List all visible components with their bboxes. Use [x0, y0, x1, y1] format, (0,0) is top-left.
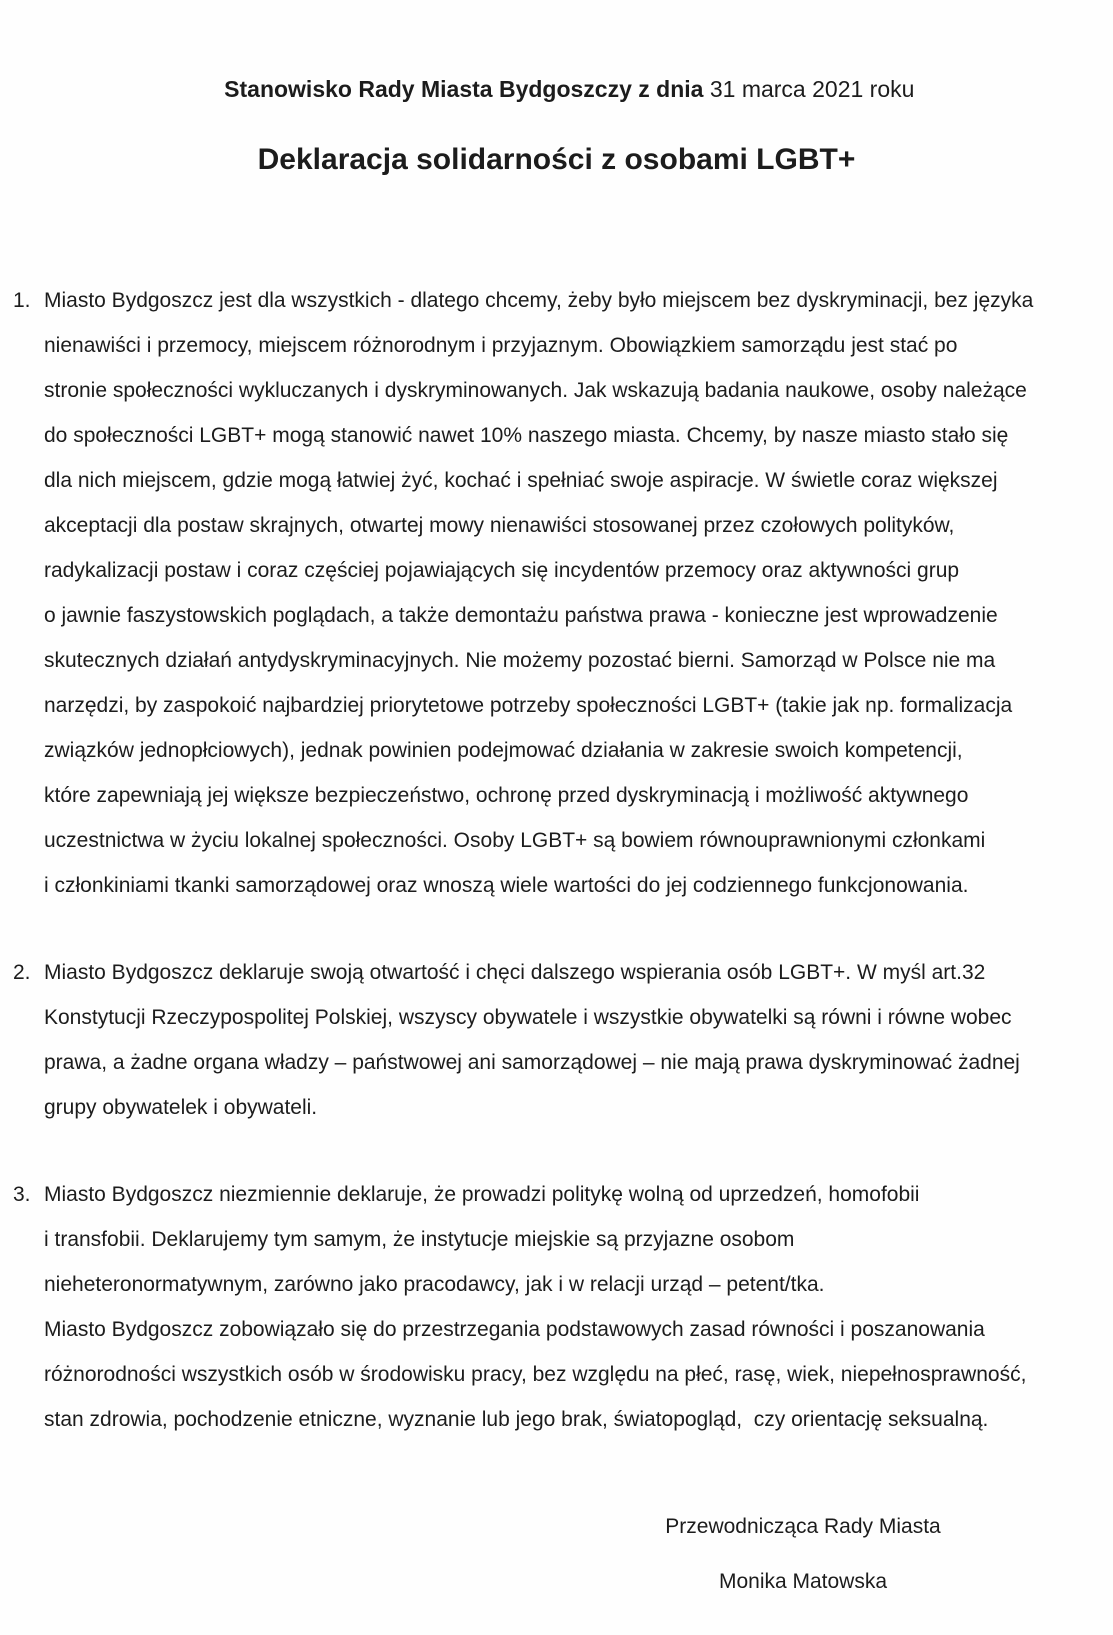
- doc-title: Deklaracja solidarności z osobami LGBT+: [257, 143, 856, 176]
- paragraph-line: Miasto Bydgoszcz jest dla wszystkich - dlatego chcemy, żeby było miejscem bez dyskryminacji, bez języka: [44, 289, 1034, 312]
- doc-header-bold: Stanowisko Rady Miasta Bydgoszczy z dnia: [224, 76, 704, 102]
- paragraph: [13, 1172, 1113, 1442]
- paragraph: [13, 278, 1113, 908]
- paragraph-line: Konstytucji Rzeczypospolitej Polskiej, wszyscy obywatele i wszystkie obywatelki są równi i równe wobec: [44, 1006, 1012, 1029]
- paragraph-line: o jawnie faszystowskich poglądach, a także demontażu państwa prawa - konieczne jest wprowadzenie: [44, 604, 998, 627]
- paragraph-number: 2.: [13, 961, 31, 984]
- paragraph-line: związków jednopłciowych), jednak powinien podejmować działania w zakresie swoich kompetencji,: [44, 739, 963, 762]
- paragraph-line: akceptacji dla postaw skrajnych, otwartej mowy nienawiści stosowanej przez czołowych polityków,: [44, 514, 955, 537]
- paragraph-line: Miasto Bydgoszcz deklaruje swoją otwartość i chęci dalszego wspierania osób LGBT+. W myśl art.32: [44, 961, 986, 984]
- paragraph-lines: [44, 1172, 1113, 1442]
- signature-role: Przewodnicząca Rady Miasta: [665, 1515, 941, 1538]
- signature-block: [603, 1499, 1003, 1609]
- paragraph-line: narzędzi, by zaspokoić najbardziej priorytetowe potrzeby społeczności LGBT+ (takie jak np. formalizacja: [44, 694, 1013, 717]
- paragraph-line: różnorodności wszystkich osób w środowisku pracy, bez względu na płeć, rasę, wiek, niepełnosprawność,: [44, 1363, 1027, 1386]
- paragraph-line: stan zdrowia, pochodzenie etniczne, wyznanie lub jego brak, światopogląd, czy orientację seksualną.: [44, 1408, 989, 1431]
- paragraph-line: i transfobii. Deklarujemy tym samym, że instytucje miejskie są przyjazne osobom: [44, 1228, 795, 1251]
- paragraph-line: dla nich miejscem, gdzie mogą łatwiej żyć, kochać i spełniać swoje aspiracje. W świetle coraz większej: [44, 469, 998, 492]
- paragraph-line: skutecznych działań antydyskryminacyjnych. Nie możemy pozostać bierni. Samorząd w Polsce nie ma: [44, 649, 996, 672]
- paragraph-number: 1.: [13, 289, 31, 312]
- signature-name: Monika Matowska: [718, 1570, 888, 1593]
- paragraph-line: nieheteronormatywnym, zarówno jako pracodawcy, jak i w relacji urząd – petent/tka.: [44, 1273, 825, 1296]
- paragraph-line: radykalizacji postaw i coraz częściej pojawiających się incydentów przemocy oraz aktywności grup: [44, 559, 960, 582]
- paragraph-line: stronie społeczności wykluczanych i dyskryminowanych. Jak wskazują badania naukowe, osoby należące: [44, 379, 1027, 402]
- paragraph-line: które zapewniają jej większe bezpieczeństwo, ochronę przed dyskryminacją i możliwość aktywnego: [44, 784, 969, 807]
- paragraph: [13, 950, 1113, 1130]
- doc-header: [0, 44, 1113, 134]
- paragraph-line: Miasto Bydgoszcz niezmiennie deklaruje, że prowadzi politykę wolną od uprzedzeń, homofobii: [44, 1183, 920, 1206]
- paragraph-line: uczestnictwa w życiu lokalnej społeczności. Osoby LGBT+ są bowiem równouprawnionymi członkami: [44, 829, 986, 852]
- paragraphs: [0, 278, 1113, 1442]
- paragraph-line: Miasto Bydgoszcz zobowiązało się do przestrzegania podstawowych zasad równości i poszanowania: [44, 1318, 985, 1341]
- paragraph-line: nienawiści i przemocy, miejscem różnorodnym i przyjaznym. Obowiązkiem samorządu jest stać po: [44, 334, 958, 357]
- paragraph-lines: [44, 278, 1113, 908]
- paragraph-number: 3.: [13, 1183, 31, 1206]
- paragraph-line: do społeczności LGBT+ mogą stanowić nawet 10% naszego miasta. Chcemy, by nasze miasto stało się: [44, 424, 1009, 447]
- paragraph-line: grupy obywatelek i obywateli.: [44, 1096, 318, 1119]
- paragraph-lines: [44, 950, 1113, 1130]
- paragraph-line: i członkiniami tkanki samorządowej oraz wnoszą wiele wartości do jej codziennego funkcjonowania.: [44, 874, 969, 897]
- paragraph-line: prawa, a żadne organa władzy – państwowej ani samorządowej – nie mają prawa dyskryminować żadnej: [44, 1051, 1020, 1074]
- doc-header-date: 31 marca 2021 roku: [703, 76, 915, 102]
